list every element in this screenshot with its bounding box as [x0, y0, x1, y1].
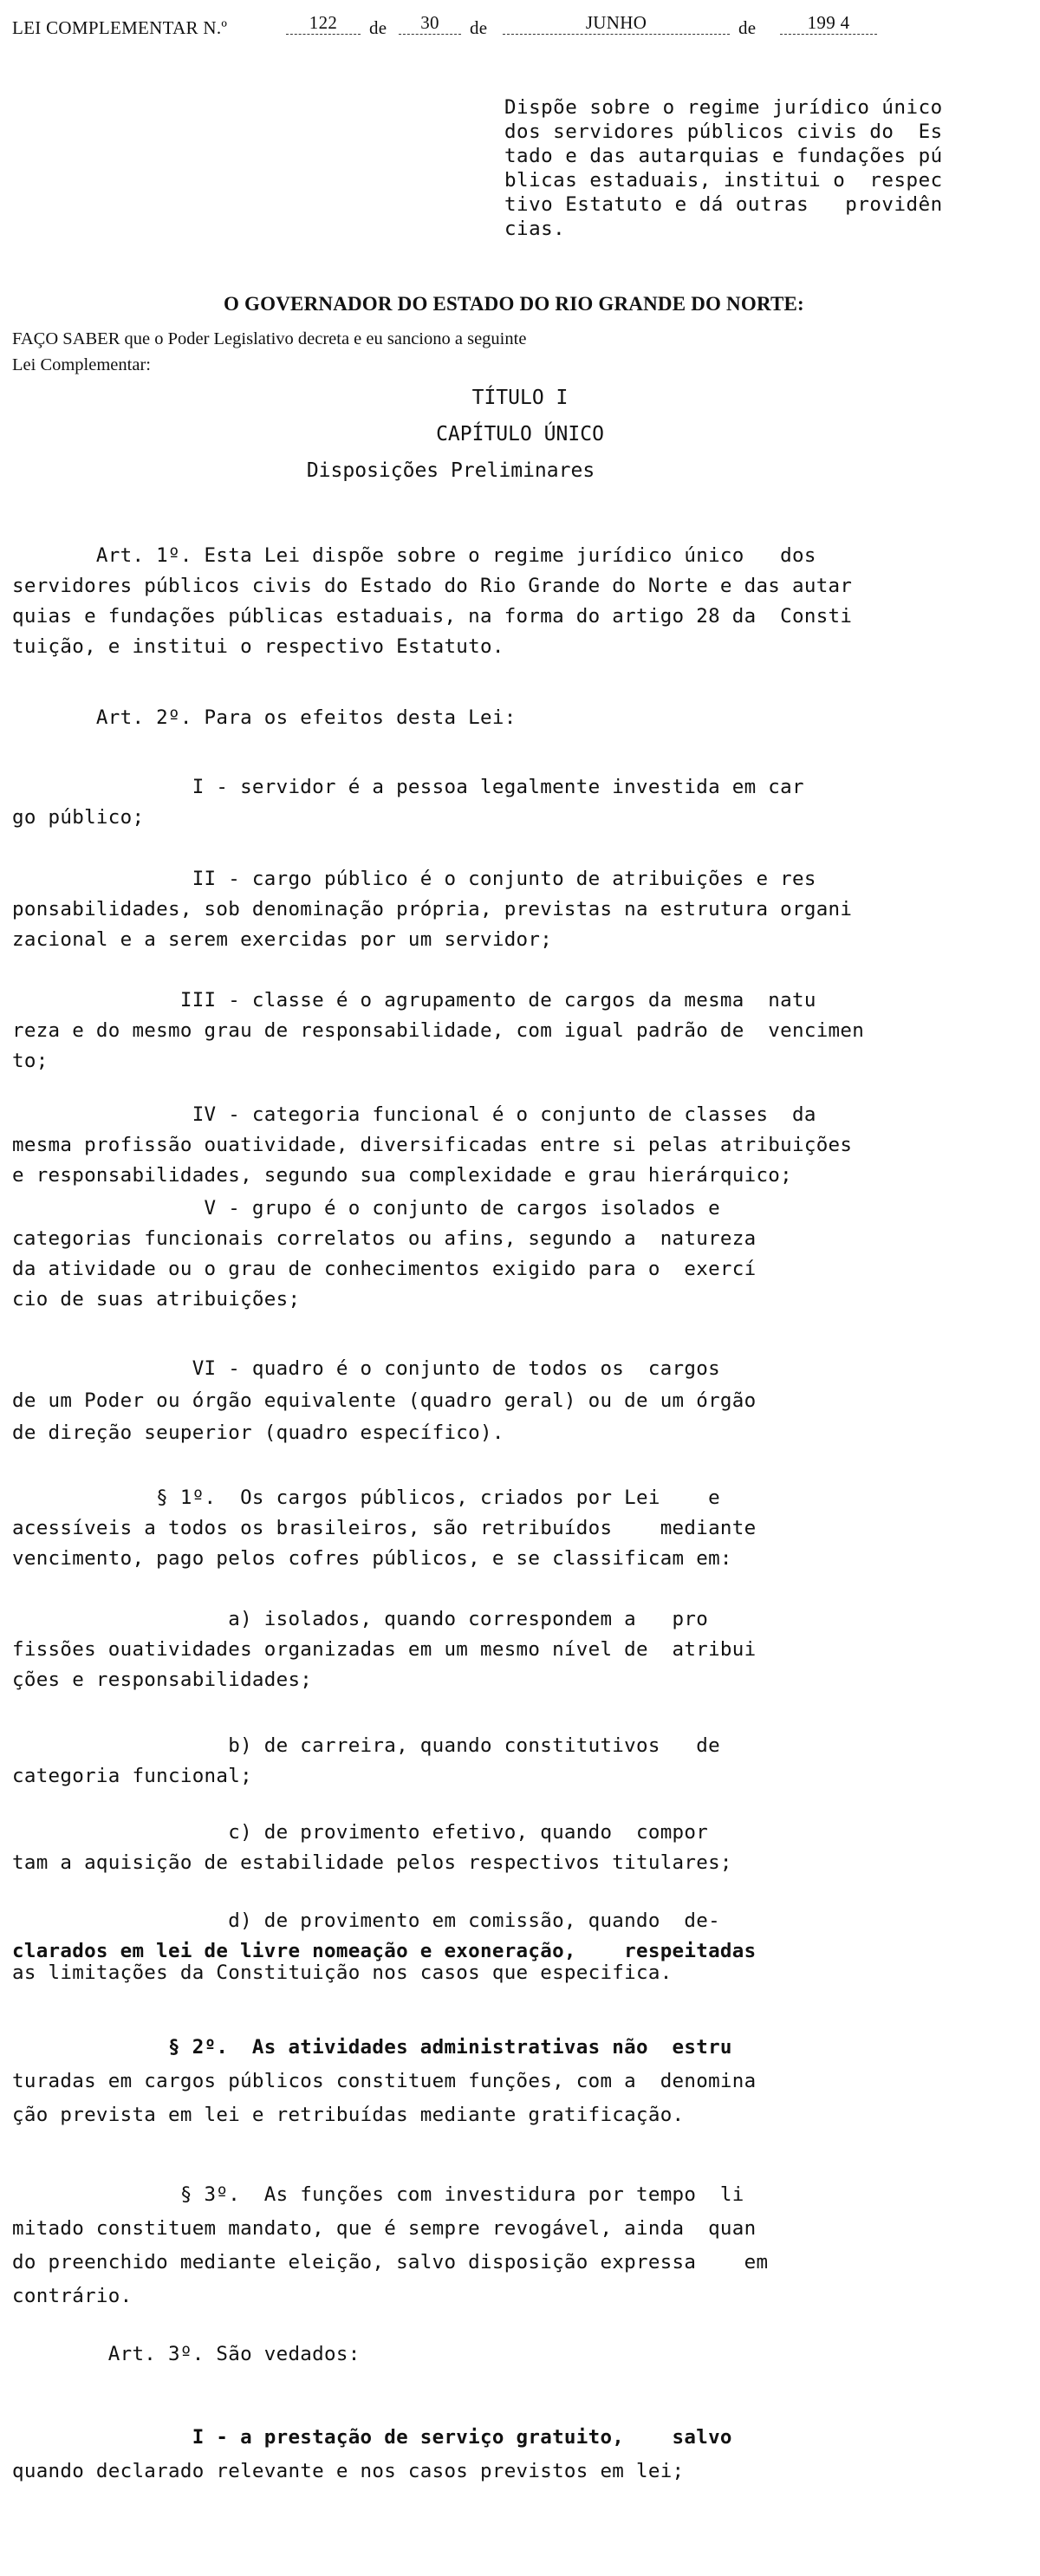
- paragraph-line: § 1º. Os cargos públicos, criados por Lei e: [12, 1486, 720, 1509]
- inciso-line: quando declarado relevante e nos casos previstos em lei;: [12, 2460, 685, 2482]
- article-line: tuição, e institui o respectivo Estatuto.: [12, 635, 504, 658]
- inciso-line: go público;: [12, 806, 145, 829]
- inciso-line: mesma profissão ouatividade, diversificadas entre si pelas atribuições: [12, 1134, 853, 1156]
- inciso-line: III - classe é o agrupamento de cargos da mesma natu: [12, 989, 816, 1012]
- preamble-line: FAÇO SABER que o Poder Legislativo decreta e eu sanciono a seguinte: [12, 329, 527, 348]
- paragraph-line: ção prevista em lei e retribuídas mediante gratificação.: [12, 2104, 685, 2126]
- item-line: ções e responsabilidades;: [12, 1669, 313, 1691]
- inciso-line: e responsabilidades, segundo sua complexidade e grau hierárquico;: [12, 1164, 792, 1187]
- paragraph-line: turadas em cargos públicos constituem funções, com a denomina: [12, 2070, 757, 2092]
- article-line: Art. 1º. Esta Lei dispõe sobre o regime jurídico único dos: [12, 544, 816, 567]
- inciso-line: de direção seuperior (quadro específico).: [12, 1421, 504, 1444]
- article-3-title: Art. 3º. São vedados:: [12, 2343, 361, 2365]
- article-2-title: Art. 2º. Para os efeitos desta Lei:: [12, 706, 517, 729]
- summary-line: tado e das autarquias e fundações pú: [504, 145, 943, 167]
- inciso-line: zacional e a serem exercidas por um servidor;: [12, 928, 553, 951]
- article-line: quias e fundações públicas estaduais, na forma do artigo 28 da Consti: [12, 605, 853, 628]
- summary-line: tivo Estatuto e dá outras providên: [504, 193, 943, 216]
- item-line: a) isolados, quando correspondem a pro: [12, 1608, 709, 1630]
- item-line: as limitações da Constituição nos casos que especifica.: [12, 1961, 673, 1984]
- law-year: 199 4: [780, 12, 877, 35]
- inciso-line: ponsabilidades, sob denominação própria, previstas na estrutura organi: [12, 898, 853, 920]
- item-line: fissões ouatividades organizadas em um mesmo nível de atribui: [12, 1638, 757, 1661]
- item-line: tam a aquisição de estabilidade pelos respectivos titulares;: [12, 1851, 732, 1874]
- item-line: clarados em lei de livre nomeação e exoneração, respeitadas: [12, 1940, 757, 1962]
- summary-line: blicas estaduais, institui o respec: [504, 169, 943, 192]
- inciso-line: II - cargo público é o conjunto de atribuições e res: [12, 868, 816, 890]
- paragraph-line: § 3º. As funções com investidura por tempo li: [12, 2183, 744, 2206]
- header-de-1: de: [369, 17, 387, 38]
- law-header: [12, 12, 1035, 47]
- law-day: 30: [399, 12, 461, 35]
- inciso-line: categorias funcionais correlatos ou afins, segundo a natureza: [12, 1227, 757, 1250]
- article-line: servidores públicos civis do Estado do Rio Grande do Norte e das autar: [12, 575, 853, 597]
- summary-line: Dispõe sobre o regime jurídico único: [504, 96, 943, 119]
- paragraph-line: acessíveis a todos os brasileiros, são retribuídos mediante: [12, 1517, 757, 1539]
- law-number: 122: [286, 12, 361, 35]
- inciso-line: I - servidor é a pessoa legalmente investida em car: [12, 776, 804, 798]
- item-line: c) de provimento efetivo, quando compor: [12, 1821, 709, 1844]
- item-line: d) de provimento em comissão, quando de-: [12, 1909, 720, 1932]
- governor-heading: O GOVERNADOR DO ESTADO DO RIO GRANDE DO NORTE:: [224, 293, 804, 315]
- law-label: LEI COMPLEMENTAR N.º: [12, 17, 228, 38]
- paragraph-line: contrário.: [12, 2285, 133, 2307]
- inciso-line: V - grupo é o conjunto de cargos isolados e: [12, 1197, 720, 1220]
- inciso-line: cio de suas atribuições;: [12, 1288, 301, 1311]
- paragraph-line: mitado constituem mandato, que é sempre revogável, ainda quan: [12, 2217, 757, 2240]
- header-de-3: de: [738, 17, 757, 38]
- summary-line: cias.: [504, 218, 566, 240]
- inciso-line: to;: [12, 1050, 49, 1072]
- paragraph-line: do preenchido mediante eleição, salvo disposição expressa em: [12, 2251, 769, 2274]
- paragraph-line: § 2º. As atividades administrativas não estru: [12, 2036, 732, 2059]
- item-line: b) de carreira, quando constitutivos de: [12, 1734, 720, 1757]
- summary-line: dos servidores públicos civis do Es: [504, 120, 943, 143]
- header-de-2: de: [470, 17, 488, 38]
- titulo-heading: TÍTULO I: [471, 387, 569, 409]
- preamble-line: Lei Complementar:: [12, 355, 151, 374]
- item-line: categoria funcional;: [12, 1765, 252, 1787]
- inciso-line: reza e do mesmo grau de responsabilidade, com igual padrão de vencimen: [12, 1019, 865, 1042]
- preamble: [12, 326, 965, 378]
- inciso-line: I - a prestação de serviço gratuito, salvo: [12, 2426, 732, 2449]
- inciso-line: de um Poder ou órgão equivalente (quadro geral) ou de um órgão: [12, 1389, 757, 1412]
- inciso-line: da atividade ou o grau de conhecimentos exigido para o exercí: [12, 1258, 757, 1280]
- disposicoes-heading: Disposições Preliminares: [306, 459, 595, 482]
- paragraph-line: vencimento, pago pelos cofres públicos, e se classificam em:: [12, 1547, 732, 1570]
- capitulo-heading: CAPÍTULO ÚNICO: [436, 423, 604, 446]
- inciso-line: VI - quadro é o conjunto de todos os cargos: [12, 1357, 720, 1380]
- inciso-line: IV - categoria funcional é o conjunto de classes da: [12, 1103, 816, 1126]
- law-summary: [504, 95, 1024, 241]
- law-month: JUNHO: [503, 12, 730, 35]
